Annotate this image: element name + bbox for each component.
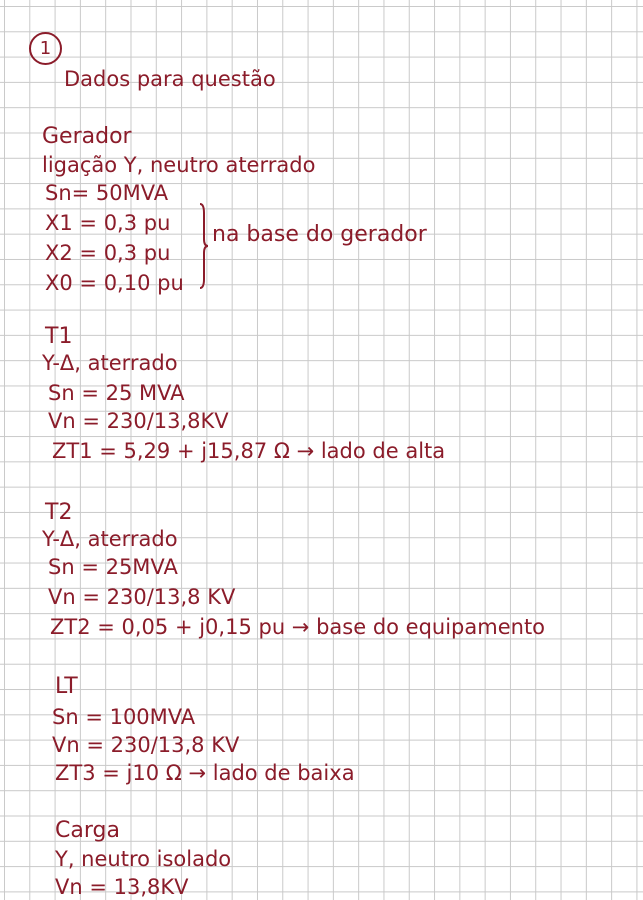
- carga-line: Vn = 13,8KV: [55, 875, 189, 899]
- gerador-line: X2 = 0,3 pu: [45, 241, 171, 265]
- gerador-heading: Gerador: [42, 124, 132, 149]
- t2-heading: T2: [45, 500, 73, 525]
- t2-line: ZT2 = 0,05 + j0,15 pu → base do equipamento: [50, 615, 546, 639]
- carga-line: Y, neutro isolado: [55, 847, 232, 871]
- brace-icon: [198, 203, 208, 289]
- t1-line: Y-Δ, aterrado: [42, 351, 178, 375]
- lt-line: Vn = 230/13,8 KV: [52, 733, 240, 757]
- lt-line: ZT3 = j10 Ω → lado de baixa: [55, 761, 355, 785]
- gerador-line: Sn= 50MVA: [45, 181, 169, 205]
- question-number: 1: [29, 32, 62, 65]
- page-title: Dados para questão: [64, 67, 276, 91]
- t1-line: Sn = 25 MVA: [48, 381, 185, 405]
- lt-line: Sn = 100MVA: [52, 705, 196, 729]
- lt-heading: LT: [55, 674, 78, 699]
- carga-heading: Carga: [55, 818, 120, 843]
- gerador-line: X0 = 0,10 pu: [45, 271, 184, 295]
- t1-line: Vn = 230/13,8KV: [48, 409, 229, 433]
- gerador-line: X1 = 0,3 pu: [45, 211, 171, 235]
- t1-heading: T1: [45, 324, 73, 349]
- t2-line: Y-Δ, aterrado: [42, 527, 178, 551]
- gerador-line: ligação Y, neutro aterrado: [42, 153, 316, 177]
- t2-line: Sn = 25MVA: [48, 555, 178, 579]
- t1-line: ZT1 = 5,29 + j15,87 Ω → lado de alta: [52, 439, 446, 463]
- gerador-note: na base do gerador: [212, 222, 427, 247]
- t2-line: Vn = 230/13,8 KV: [48, 585, 236, 609]
